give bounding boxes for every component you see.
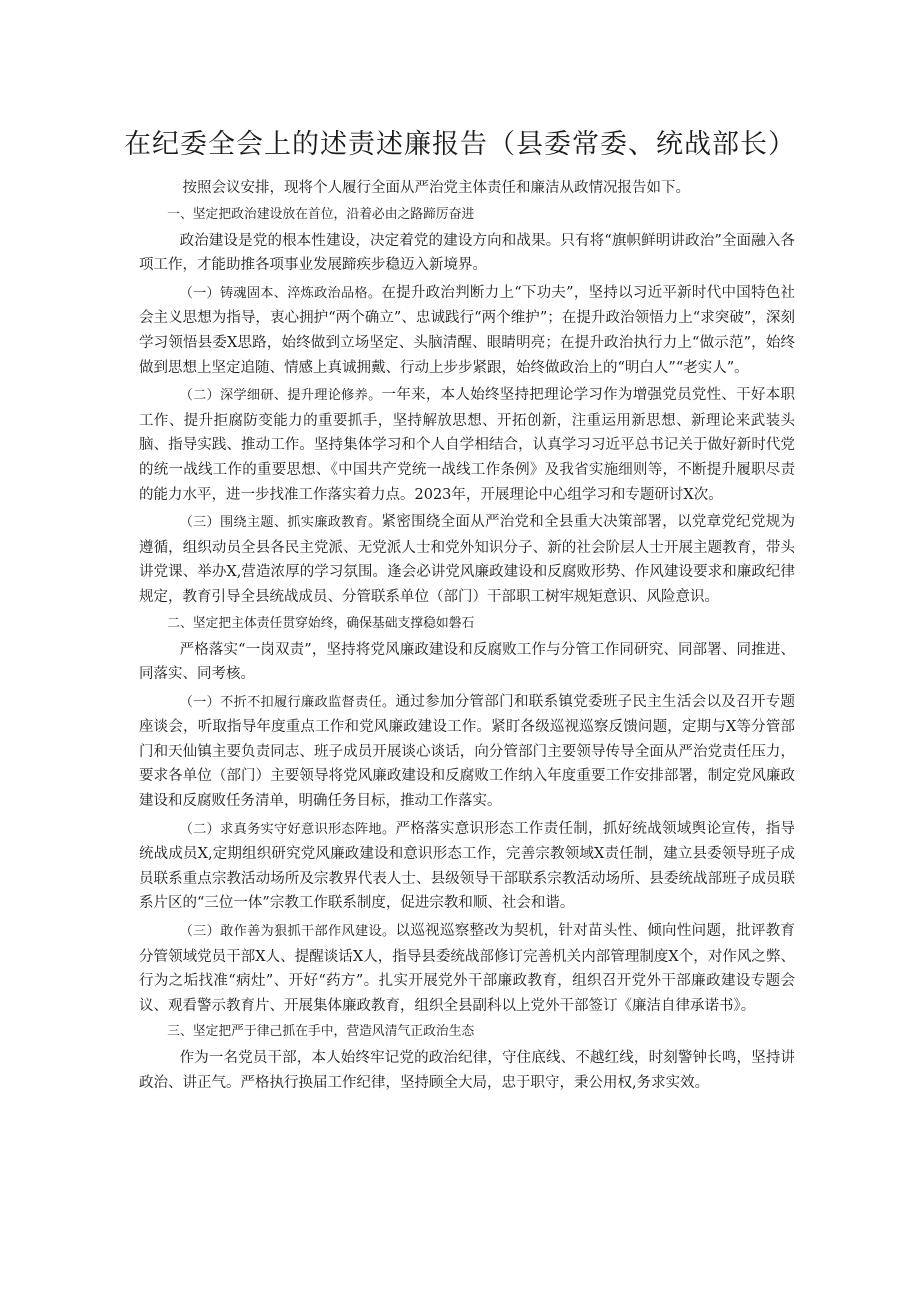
section-1-item-2-lead: （二）深学细研、提升理论修养。 xyxy=(179,388,382,404)
intro-paragraph: 按照会议安排，现将个人履行全面从严治党主体责任和廉洁从政情况报告如下。 xyxy=(182,180,690,196)
section-1-item-1 xyxy=(139,281,795,380)
section-3-heading: 三、坚定把严于律己抓在手中，营造风清气正政治生态 xyxy=(167,1024,475,1040)
document-body xyxy=(139,176,795,1099)
section-2-item-1-text: 通过参加分管部门和联系镇党委班子民主生活会以及召开专题座谈会，听取指导年度重点工作和党风廉政建设工作。紧盯各级巡视巡察反馈问题，定期与X等分管部门和天仙镇主要负责同志、班子成员开展谈心谈话，向分管部门主要领导传导全面从严治党责任压力，要求各单位（部门）主要领导将党风廉政建设和反腐败工作纳入年度重要工作安排部署，制定党风廉政建设和反腐败任务清单，明确任务目标，推动工作落实。 xyxy=(139,693,796,810)
section-2-item-1-lead: （一）不折不扣履行廉政监督责任。 xyxy=(179,694,396,710)
section-2-item-2-text: 严格落实意识形态工作责任制，抓好统战领域舆论宣传，指导统战成员X,定期组织研究党风廉政建设和意识形态工作，完善宗教领域X责任制，建立县委领导班子成员联系重点宗教活动场所及宗教界代表人士、县级领导干部联系宗教活动场所、县委统战部班子成员联系片区的“三位一体”宗教工作联系制度，促进宗教和顺、社会和谐。 xyxy=(139,820,796,912)
document-title: 在纪委全会上的述责述廉报告（县委常委、统战部长） xyxy=(124,129,796,160)
section-1-paragraph: 政治建设是党的根本性建设，决定着党的建设方向和战果。只有将“旗帜鲜明讲政治”全面融入各项工作，才能助推各项事业发展蹄疾步稳迈入新境界。 xyxy=(139,232,795,274)
section-2-item-2 xyxy=(139,817,795,916)
section-2-heading: 二、坚定把主体责任贯穿始终，确保基础支撑稳如磐石 xyxy=(167,615,475,631)
section-2-item-1 xyxy=(139,690,795,814)
section-1-item-3-lead: （三）围绕主题、抓实廉政教育。 xyxy=(179,515,382,531)
section-2-item-3 xyxy=(139,919,795,1018)
section-2-item-2-lead: （二）求真务实守好意识形态阵地。 xyxy=(179,821,396,837)
section-1-item-1-text: 在提升政治判断力上“下功夫”，坚持以习近平新时代中国特色社会主义思想为指导，衷心拥护“两个确立”、忠诚践行“两个维护”；在提升政治领悟力上“求突破”，深刻学习领悟县委X思路，始终做到立场坚定、头脑清醒、眼睛明亮；在提升政治执行力上“做示范”，始终做到思想上坚定追随、情感上真诚拥戴、行动上步步紧跟，始终做政治上的“明白人”“老实人”。 xyxy=(139,284,796,376)
section-3-paragraph: 作为一名党员干部，本人始终牢记党的政治纪律，守住底线、不越红线，时刻警钟长鸣，坚持讲政治、讲正气。严格执行换届工作纪律，坚持顾全大局，忠于职守，秉公用权,务求实效。 xyxy=(139,1050,795,1091)
section-1-item-2 xyxy=(139,383,795,507)
section-1-item-1-lead: （一）铸魂固本、淬炼政治品格。 xyxy=(179,285,382,301)
section-1-item-3-text: 紧密围绕全面从严治党和全县重大决策部署，以党章党纪党规为遵循，组织动员全县各民主党派、无党派人士和党外知识分子、新的社会阶层人士开展主题教育，带头讲党课、举办X,营造浓厚的学习氛围。逢会必讲党风廉政建设和反腐败形势、作风建设要求和廉政纪律规定，教育引导全县统战成员、分管联系单位（部门）干部职工树牢规矩意识、风险意识。 xyxy=(139,514,795,605)
section-2-item-3-lead: （三）敢作善为狠抓干部作风建设。 xyxy=(179,924,396,940)
section-1-item-2-text: 一年来，本人始终坚持把理论学习作为增强党员党性、干好本职工作、提升拒腐防变能力的重要抓手，坚持解放思想、开拓创新，注重运用新思想、新理论来武装头脑、指导实践、推动工作。坚持集体学习和个人自学相结合，认真学习习近平总书记关于做好新时代党的统一战线工作的重要思想、《中国共产党统一战线工作条例》及我省实施细则等，不断提升履职尽责的能力水平，进一步找准工作落实着力点。2023年，开展理论中心组学习和专题研讨X次。 xyxy=(139,387,795,503)
section-1-heading: 一、坚定把政治建设放在首位，沿着必由之路蹄厉奋进 xyxy=(167,206,475,222)
section-2-paragraph: 严格落实“一岗双责”，坚持将党风廉政建设和反腐败工作与分管工作同研究、同部署、同推进、同落实、同考核。 xyxy=(139,641,795,683)
section-2-item-3-text: 以巡视巡察整改为契机，针对苗头性、倾向性问题，批评教育分管领域党员干部X人、提醒谈话X人，指导县委统战部修订完善机关内部管理制度X个，对作风之弊、行为之垢找准“病灶”、开好“药方”。扎实开展党外干部廉政教育，组织召开党外干部廉政建设专题会议、观看警示教育片、开展集体廉政教育，组织全县副科以上党外干部签订《廉洁自律承诺书》。 xyxy=(139,923,796,1014)
section-1-item-3 xyxy=(139,510,795,609)
